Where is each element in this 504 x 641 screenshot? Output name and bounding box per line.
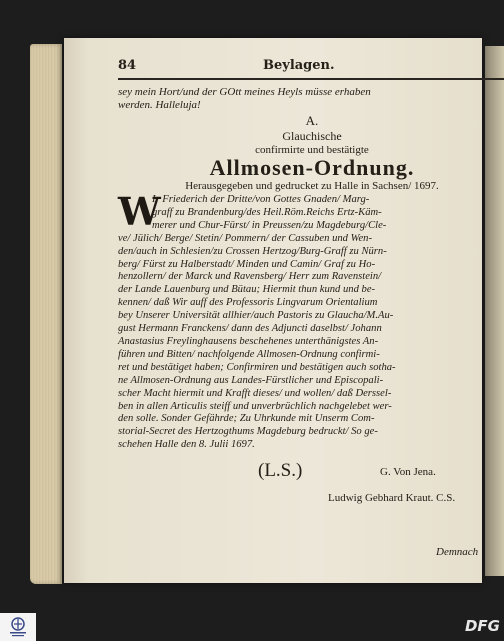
body-line: den/auch in Schlesien/zu Crossen Hertzog/Burg-Graff zu Nürn- (118, 245, 387, 257)
body-line: gust Hermann Franckens/ dann des Adjuncti daselbst/ Johann (118, 323, 382, 335)
body-text (118, 189, 504, 452)
book-page (64, 38, 482, 583)
imprint-line: Herausgegeben und gedrucket zu Halle in Sachsen/ 1697. (185, 180, 439, 192)
page-number: 84 (118, 58, 137, 73)
body-line: schehen Halle den 8. Julii 1697. (118, 439, 255, 451)
body-line: den solle. Sonder Gefährde; Zu Uhrkunde mit Unserm Com- (118, 413, 375, 425)
body-line: merer und Chur-Fürst/ in Preussen/zu Magdeburg/Cle- (152, 219, 387, 231)
page-edges (30, 44, 62, 584)
signature-von-jena: G. Von Jena. (380, 466, 436, 478)
body-line: henzollern/ der Marck und Ravensberg/ Herr zum Ravenstein/ (118, 271, 382, 283)
body-line: kennen/ daß Wir auff des Professoris Lingvarum Orientalium (118, 297, 378, 309)
body-line: ne Allmosen-Ordnung aus Landes-Fürstlicher und Episcopali- (118, 374, 384, 386)
signature-kraut: Ludwig Gebhard Kraut. C.S. (328, 492, 456, 504)
body-line: ben in allen Articulis steiff und unverbrüchlich nachgelebet wer- (118, 400, 392, 412)
body-line: graff zu Brandenburg/des Heil.Röm.Reichs Ertz-Käm- (152, 206, 382, 218)
page-text (118, 38, 504, 583)
running-title: Beylagen. (263, 58, 335, 73)
body-line: ret und bestätiget haben; Confirmiren und bestätigen auch sotha- (118, 361, 396, 373)
drop-cap: W (118, 189, 161, 234)
book-scan (30, 38, 504, 586)
carryover-line-1: sey mein Hort/und der GOtt meines Heyls müsse erhaben (118, 86, 371, 98)
body-line: ve/ Jülich/ Berge/ Stetin/ Pommern/ der Cassuben und Wen- (118, 232, 373, 244)
dfg-logo: DFG (464, 617, 500, 635)
catchword: Demnach (436, 546, 479, 558)
title-line-2: confirmirte und bestätigte (255, 144, 369, 156)
title-line-1: Glauchische (282, 129, 342, 143)
body-line: storial-Secret des Hertzogthums Magdeburg bedruckt/ So ge- (118, 426, 378, 438)
body-line: der Lande Lauenburg und Bütau; Hiermit thun kund und be- (118, 284, 376, 296)
franckesche-stiftungen-logo (0, 613, 36, 641)
body-line: Anastasius Freylinghausens beschehenes unterthänigstes An- (118, 335, 379, 347)
body-line: berg/ Fürst zu Halberstadt/ Minden und Camin/ Graf zu Ho- (118, 258, 376, 270)
body-line: führen und Bitten/ nachfolgende Allmosen-Ordnung confirmi- (118, 348, 380, 360)
document-title: Allmosen-Ordnung. (209, 155, 415, 180)
carryover-line-2: werden. Halleluja! (118, 99, 201, 111)
body-line: scher Macht hiermit und Krafft dieses/ und wollen/ daß Derssel- (118, 387, 392, 399)
foundation-emblem-icon (7, 616, 29, 638)
body-line: bey Unserer Universität allhier/auch Pastoris zu Glaucha/M.Au- (118, 310, 394, 322)
section-letter: A. (305, 113, 319, 128)
seal-mark: (L.S.) (258, 460, 303, 481)
body-line: Ir Friederich der Dritte/von Gottes Gnaden/ Marg- (152, 194, 370, 205)
